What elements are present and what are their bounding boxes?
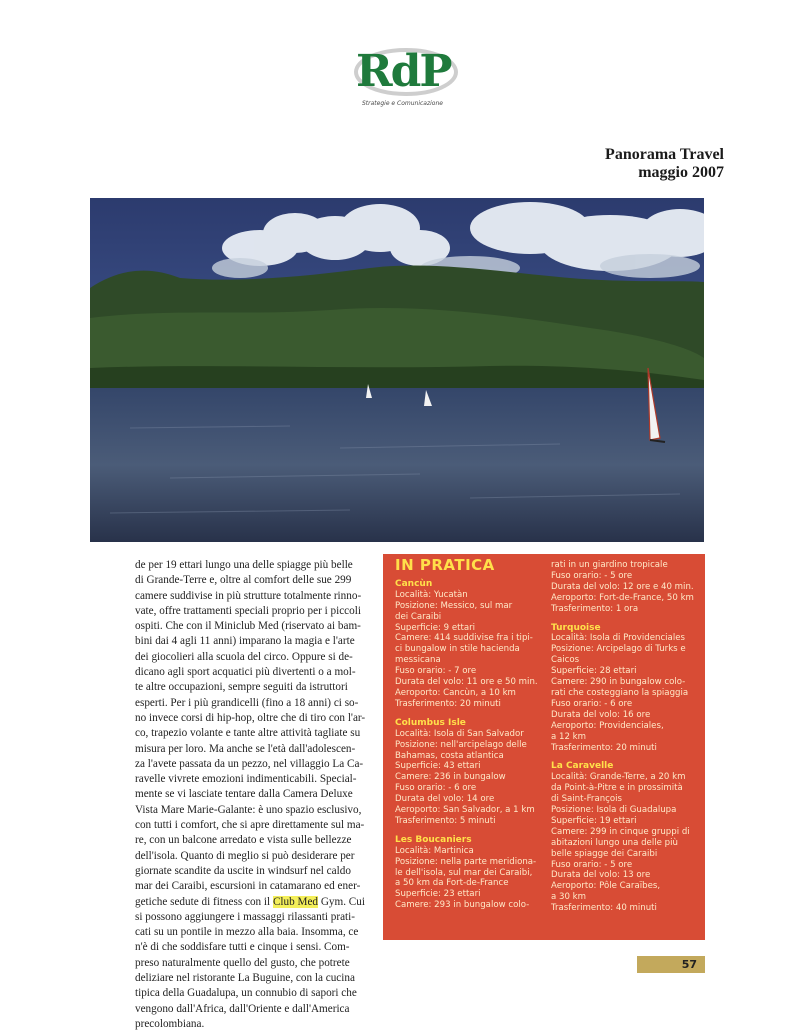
resort-detail: Aeroporto: Cancùn, a 10 km	[395, 687, 516, 698]
windsurf-bay-photo	[90, 198, 704, 542]
resort-detail: belle spiagge dei Caraibi	[551, 848, 658, 859]
logo-letters: RdP	[356, 46, 451, 97]
body-line: dei giocolieri alla scuola del circo. Oppure si de-	[135, 650, 353, 663]
resort-detail: rati in un giardino tropicale	[551, 560, 668, 570]
resort-detail: Superficie: 9 ettari	[395, 622, 476, 633]
resort-detail: di Saint-François	[551, 794, 623, 805]
body-line: vate, offre trattamenti speciali proprio per i piccoli	[135, 604, 361, 617]
body-line: di Grande-Terre e, oltre al comfort delle sue 299	[135, 574, 352, 587]
rdp-logo	[348, 40, 458, 112]
resort-detail: Trasferimento: 20 minuti	[395, 698, 501, 709]
body-text: Gym. Cui	[318, 895, 365, 908]
body-line: vengono dall'Africa, dall'Oriente e dall'America	[135, 1002, 350, 1015]
resort-detail: a 12 km	[551, 731, 587, 742]
resort-detail: a 50 km da Fort-de-France	[395, 878, 509, 889]
resort-title: Les Boucaniers	[395, 834, 472, 845]
resort-detail: Fuso orario: - 5 ore	[551, 859, 633, 870]
resort-detail: Fuso orario: - 6 ore	[551, 698, 633, 709]
resort-detail: Superficie: 43 ettari	[395, 761, 481, 772]
resort-detail: Località: Isola di Providenciales	[551, 633, 685, 644]
resort-title: Columbus Isle	[395, 717, 466, 728]
infobox-column-right	[551, 560, 701, 914]
body-line: preso naturalmente quello del gusto, che potrete	[135, 956, 350, 969]
resort-title: Cancùn	[395, 578, 433, 589]
page-number: 57	[637, 956, 705, 973]
resort-detail: Camere: 299 in cinque gruppi di	[551, 826, 690, 837]
resort-detail: Superficie: 23 ettari	[395, 889, 481, 900]
body-line: bini dai 4 agli 11 anni) imparano la magia e l'arte	[135, 635, 355, 648]
resort-detail: Trasferimento: 1 ora	[551, 603, 639, 614]
source-header	[605, 146, 724, 182]
body-line: con tutti i comfort, che si apre direttamente sul ma-	[135, 819, 365, 832]
body-line: dell'isola. Quanto di meglio si può desiderare per	[135, 849, 355, 862]
resort-detail: Località: Martinica	[395, 845, 474, 856]
body-line: precolombiana.	[135, 1017, 205, 1030]
resort-detail: Posizione: nell'arcipelago delle	[395, 739, 527, 750]
body-line: cati su un pontile in mezzo alla baia. Insomma, ce	[135, 926, 359, 939]
resort-detail: Località: Isola di San Salvador	[395, 728, 524, 739]
body-line: esperti. Per i più grandicelli (fino a 18 anni) ci so-	[135, 696, 359, 709]
body-text: getiche sedute di fitness con il	[135, 895, 273, 908]
body-line: mar dei Caraibi, escursioni in catamarano ed ener-	[135, 880, 361, 893]
resort-detail: Trasferimento: 5 minuti	[395, 815, 496, 826]
resort-detail: Località: Yucatàn	[395, 589, 468, 600]
infobox-title: IN PRATICA	[395, 556, 495, 574]
resort-detail: Località: Grande-Terre, a 20 km	[551, 772, 686, 783]
body-line: za l'avete passata da un pezzo, nel villaggio La Ca-	[135, 757, 364, 770]
resort-detail: Durata del volo: 13 ore	[551, 870, 651, 881]
resort-detail: abitazioni lungo una delle più	[551, 837, 678, 848]
body-line: ravelle vivrete emozioni indimenticabili. Special-	[135, 773, 357, 786]
resort-detail: Posizione: Isola di Guadalupa	[551, 805, 677, 816]
resort-detail: dei Caraibi	[395, 611, 442, 622]
body-line: tipica della Guadalupa, un connubio di sapori che	[135, 987, 357, 1000]
resort-detail: Superficie: 19 ettari	[551, 815, 637, 826]
resort-detail: rati che costeggiano la spiaggia	[551, 687, 689, 698]
body-line: giornate scandite da uscite in windsurf nel caldo	[135, 864, 351, 877]
resort-detail: Posizione: Messico, sul mar	[395, 600, 513, 611]
body-line: camere suddivise in più strutture totalmente rinno-	[135, 589, 362, 602]
body-line: n'è di che soddisfare tutti e cinque i sensi. Com-	[135, 941, 350, 954]
resort-detail: Aeroporto: Pôle Caraïbes,	[551, 881, 661, 892]
resort-detail: Fuso orario: - 7 ore	[395, 666, 477, 677]
resort-detail: Bahamas, costa atlantica	[395, 750, 504, 761]
resort-detail: Aeroporto: Fort-de-France, 50 km	[551, 592, 694, 603]
resort-title: La Caravelle	[551, 761, 614, 772]
resort-detail: Superficie: 28 ettari	[551, 666, 637, 677]
resort-detail: le dell'isola, sul mar dei Caraibi,	[395, 867, 533, 878]
resort-detail: Durata del volo: 14 ore	[395, 794, 495, 805]
resort-detail: a 30 km	[551, 892, 587, 903]
body-line: re, con un balcone arredato e vista sulle bellezze	[135, 834, 352, 847]
resort-detail: Camere: 236 in bungalow	[395, 772, 506, 783]
resort-detail: Durata del volo: 11 ore e 50 min.	[395, 677, 538, 688]
body-line: co, trapezio volante e tante altre attività tagliate su	[135, 727, 361, 740]
resort-detail: Fuso orario: - 5 ore	[551, 570, 633, 581]
resort-detail: Camere: 414 suddivise fra i tipi-	[395, 633, 533, 644]
resort-detail: Fuso orario: - 6 ore	[395, 783, 477, 794]
resort-detail: Aeroporto: Providenciales,	[551, 720, 664, 731]
body-line: ospiti. Che con il Miniclub Med (riservato ai bam-	[135, 620, 361, 633]
resort-detail: Posizione: Arcipelago di Turks e	[551, 644, 686, 655]
resort-detail: da Point-à-Pitre e in prossimità	[551, 783, 683, 794]
resort-detail: Durata del volo: 12 ore e 40 min.	[551, 581, 694, 592]
resort-detail: Durata del volo: 16 ore	[551, 709, 651, 720]
body-line: deliziare nel ristorante La Buguine, con la cucina	[135, 972, 355, 985]
in-pratica-box	[383, 554, 705, 940]
resort-detail: Camere: 293 in bungalow colo-	[395, 900, 530, 911]
resort-detail: Posizione: nella parte meridiona-	[395, 856, 537, 867]
body-line: si possono aggiungere i massaggi rilassanti prati-	[135, 910, 355, 923]
publication-date: maggio 2007	[638, 164, 724, 181]
body-line: mente se vi lasciate tentare dalla Camera Deluxe	[135, 788, 353, 801]
body-line: dicano agli sport acquatici più divertenti o a mol-	[135, 666, 356, 679]
article-body	[135, 558, 371, 1032]
body-line: Vista Mare Marie-Galante: è uno spazio esclusivo,	[135, 803, 362, 816]
highlighted-brand: Club Med	[272, 895, 319, 908]
resort-title: Turquoise	[551, 622, 601, 633]
resort-detail: ci bungalow in stile hacienda	[395, 644, 520, 655]
resort-detail: Trasferimento: 40 minuti	[551, 903, 657, 914]
logo-tagline: Strategie e Comunicazione	[362, 100, 443, 107]
body-line: de per 19 ettari lungo una delle spiagge più belle	[135, 559, 353, 571]
body-line: misura per loro. Ma anche se l'età dall'adolescen-	[135, 742, 356, 755]
body-line: te altre occupazioni, sempre seguiti da istruttori	[135, 681, 348, 694]
body-line	[135, 895, 371, 910]
resort-detail: Caicos	[551, 655, 580, 666]
resort-detail: messicana	[395, 655, 441, 666]
resort-detail: Aeroporto: San Salvador, a 1 km	[395, 805, 535, 816]
resort-detail: Camere: 290 in bungalow colo-	[551, 677, 686, 688]
resort-detail: Trasferimento: 20 minuti	[551, 742, 657, 753]
body-line: no invece corsi di hip-hop, oltre che di tiro con l'ar-	[135, 711, 366, 724]
publication-name: Panorama Travel	[605, 146, 724, 163]
infobox-column-left	[395, 556, 545, 911]
